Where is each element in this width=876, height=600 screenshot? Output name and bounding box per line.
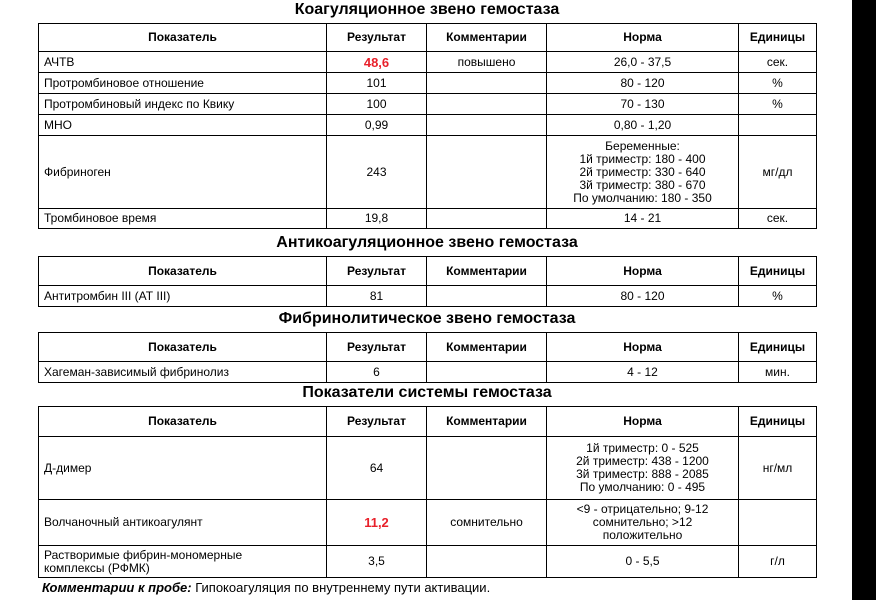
coagulation-table [38,23,817,229]
indicator-name: МНО [39,115,327,136]
indicator-name: Хагеман-зависимый фибринолиз [39,362,327,383]
header-indicator: Показатель [39,407,327,437]
unit: % [739,73,817,94]
indicator-name-line: комплексы (РФМК) [44,560,150,575]
unit [739,115,817,136]
norm-range: 4 - 12 [547,362,739,383]
unit [739,500,817,546]
indicator-name: Д-димер [39,437,327,500]
comment-text [427,136,547,209]
header-units: Единицы [739,407,817,437]
header-comments: Комментарии [427,257,547,286]
indicator-name: Волчаночный антикоагулянт [39,500,327,546]
indicator-name-multiline [39,546,327,578]
unit: мин. [739,362,817,383]
header-comments: Комментарии [427,333,547,362]
indicator-name: АЧТВ [39,52,327,73]
table-row [39,136,817,209]
unit: сек. [739,209,817,229]
header-indicator: Показатель [39,333,327,362]
result-value: 81 [327,286,427,307]
result-value: 64 [327,437,427,500]
comment-text [427,73,547,94]
fibrinolysis-table [38,332,817,383]
norm-line: сомнительно; >12 [592,515,693,529]
norm-range: 0 - 5,5 [547,546,739,578]
norm-line: положительно [602,528,683,542]
norm-line: 2й триместр: 330 - 640 [579,164,706,179]
norm-line: По умолчанию: 180 - 350 [573,190,712,205]
unit: сек. [739,52,817,73]
table-row [39,286,817,307]
norm-range: 70 - 130 [547,94,739,115]
table-header-row [39,407,817,437]
table-header-row [39,24,817,52]
table-row [39,437,817,500]
norm-range: 80 - 120 [547,73,739,94]
indicator-name: Протромбиновое отношение [39,73,327,94]
norm-line: 2й триместр: 438 - 1200 [576,454,709,468]
comment-text: сомнительно [427,500,547,546]
anticoagulation-table [38,256,817,307]
header-norm: Норма [547,257,739,286]
comment-text [427,94,547,115]
header-comments: Комментарии [427,24,547,52]
norm-line: 3й триместр: 380 - 670 [579,177,706,192]
norm-range: 0,80 - 1,20 [547,115,739,136]
indicator-name: Фибриноген [39,136,327,209]
sample-comment [42,580,490,596]
norm-range-multiline [547,136,739,209]
unit: мг/дл [739,136,817,209]
norm-range: 14 - 21 [547,209,739,229]
header-units: Единицы [739,257,817,286]
comment-text [427,115,547,136]
table-row [39,500,817,546]
norm-range-multiline [547,500,739,546]
unit: % [739,94,817,115]
norm-line: 1й триместр: 180 - 400 [579,151,706,166]
section-title-coagulation: Коагуляционное звено гемостаза [294,1,560,18]
header-indicator: Показатель [39,257,327,286]
table-row [39,546,817,578]
indicator-name-line: Растворимые фибрин-мономерные [44,547,243,562]
unit: % [739,286,817,307]
section-title-hemostasis-system: Показатели системы гемостаза [302,384,552,401]
result-value: 3,5 [327,546,427,578]
header-units: Единицы [739,24,817,52]
norm-line: По умолчанию: 0 - 495 [579,480,706,494]
header-units: Единицы [739,333,817,362]
result-value-abnormal: 11,2 [327,500,427,546]
header-norm: Норма [547,407,739,437]
header-comments: Комментарии [427,407,547,437]
table-row [39,362,817,383]
result-value: 243 [327,136,427,209]
sample-comment-label: Комментарии к пробе: [42,580,192,595]
comment-text [427,546,547,578]
comment-text: повышено [427,52,547,73]
sample-comment-text: Гипокоагуляция по внутреннему пути активации. [191,580,491,595]
norm-line: Беременные: [605,138,680,153]
section-title-anticoagulation: Антикоагуляционное звено гемостаза [276,234,578,251]
table-header-row [39,257,817,286]
header-result: Результат [327,24,427,52]
header-result: Результат [327,333,427,362]
header-indicator: Показатель [39,24,327,52]
header-result: Результат [327,257,427,286]
table-row [39,94,817,115]
comment-text [427,362,547,383]
unit: г/л [739,546,817,578]
result-value-abnormal: 48,6 [327,52,427,73]
result-value: 100 [327,94,427,115]
indicator-name: Антитромбин III (АТ III) [39,286,327,307]
result-value: 6 [327,362,427,383]
table-row [39,115,817,136]
norm-range: 80 - 120 [547,286,739,307]
section-title-fibrinolysis: Фибринолитическое звено гемостаза [278,310,576,327]
indicator-name: Протромбиновый индекс по Квику [39,94,327,115]
result-value: 0,99 [327,115,427,136]
result-value: 19,8 [327,209,427,229]
table-row [39,209,817,229]
comment-text [427,286,547,307]
unit: нг/мл [739,437,817,500]
comment-text [427,209,547,229]
norm-range-multiline [547,437,739,500]
norm-line: 1й триместр: 0 - 525 [586,441,699,455]
indicator-name: Тромбиновое время [39,209,327,229]
hemostasis-system-table [38,406,817,578]
norm-line: <9 - отрицательно; 9-12 [576,502,709,516]
norm-line: 3й триместр: 888 - 2085 [576,467,709,481]
header-result: Результат [327,407,427,437]
norm-range: 26,0 - 37,5 [547,52,739,73]
header-norm: Норма [547,333,739,362]
table-header-row [39,333,817,362]
table-row [39,73,817,94]
table-row [39,52,817,73]
right-edge-strip [852,0,876,600]
comment-text [427,437,547,500]
result-value: 101 [327,73,427,94]
header-norm: Норма [547,24,739,52]
